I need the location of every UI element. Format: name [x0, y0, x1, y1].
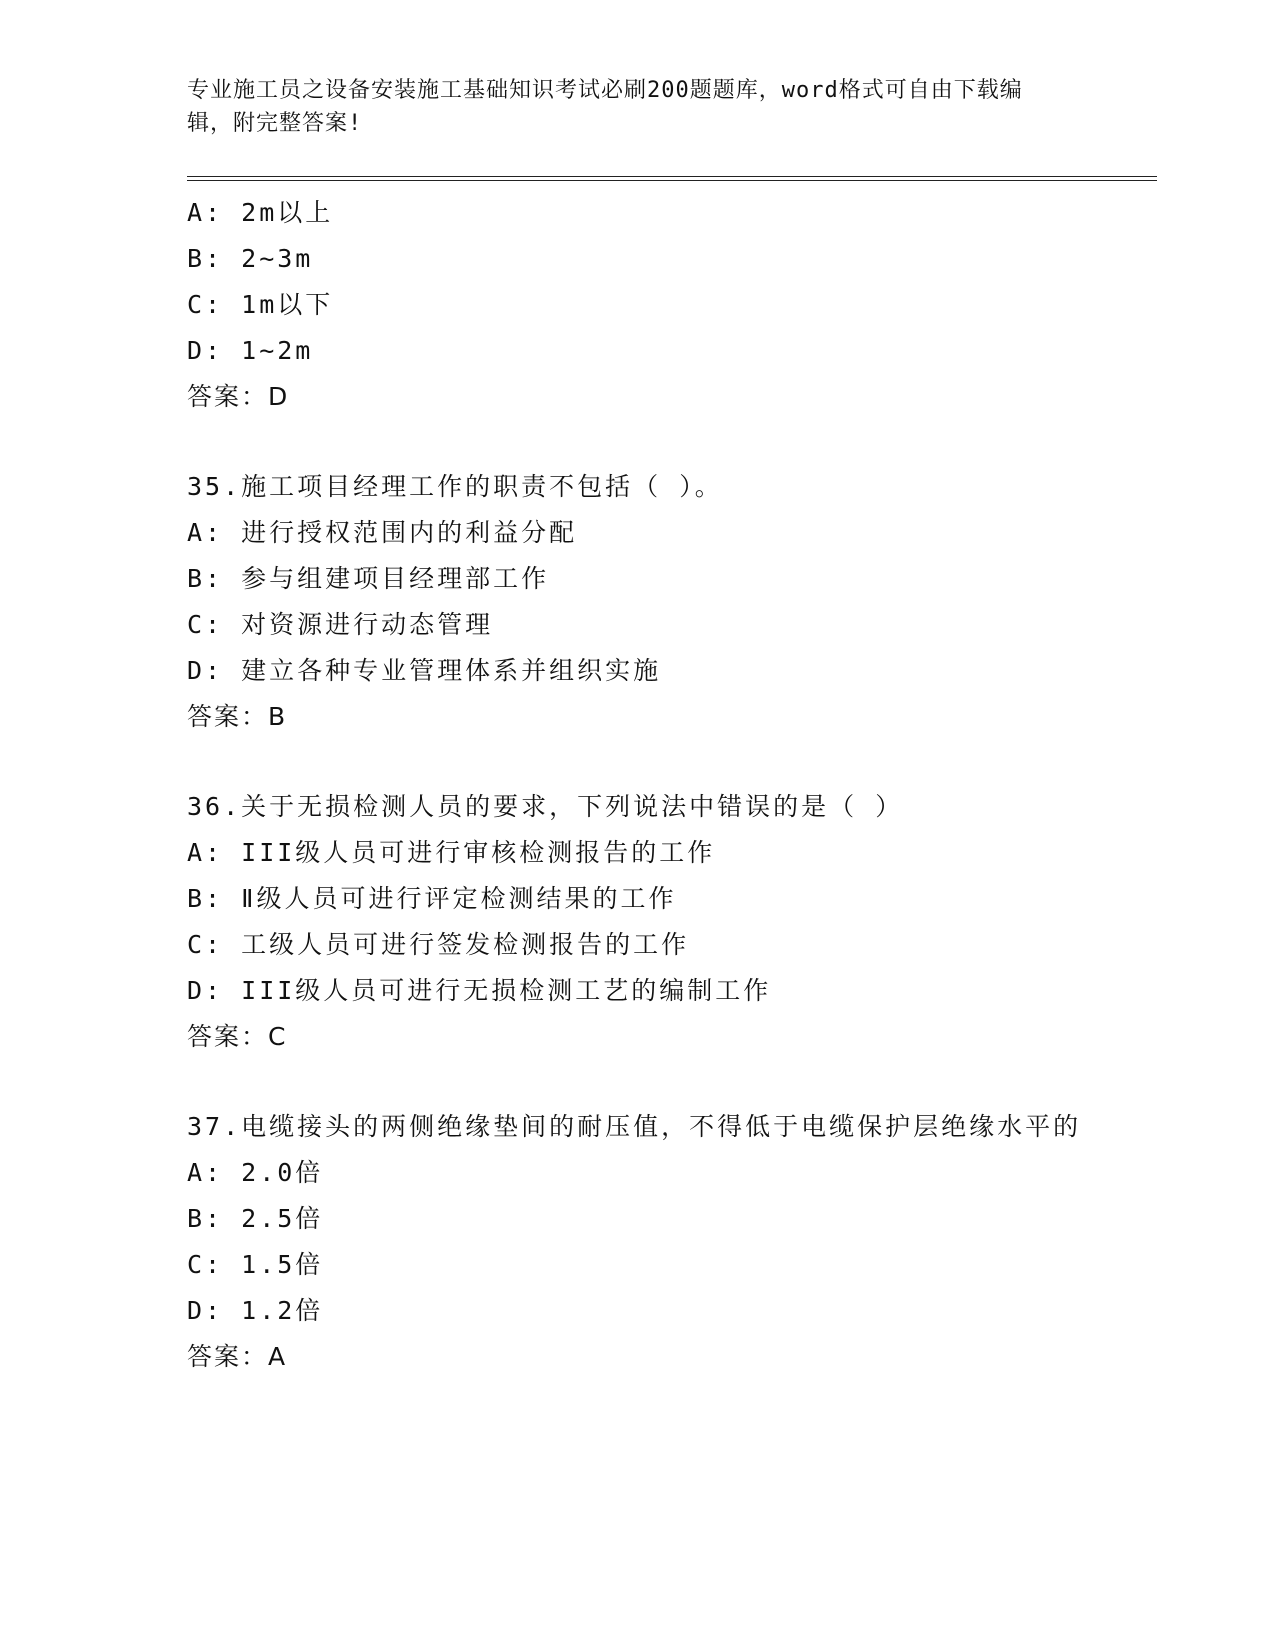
option-c: C: 1.5倍 — [187, 1250, 324, 1279]
question-34-continued — [187, 190, 1087, 420]
question-36 — [187, 784, 1087, 1060]
option-d: D: 1~2m — [187, 336, 314, 365]
question-stem: 37.电缆接头的两侧绝缘垫间的耐压值，不得低于电缆保护层绝缘水平的 — [187, 1112, 1082, 1141]
option-a: A: III级人员可进行审核检测报告的工作 — [187, 838, 716, 867]
question-35 — [187, 464, 1087, 740]
option-b: B: 参与组建项目经理部工作 — [187, 564, 550, 593]
question-list — [187, 190, 1087, 1380]
option-c: C: 工级人员可进行签发检测报告的工作 — [187, 930, 690, 959]
document-header: 专业施工员之设备安装施工基础知识考试必刷200题题库，word格式可自由下载编辑，附完整答案! — [187, 78, 1023, 136]
question-stem: 35.施工项目经理工作的职责不包括（ ）。 — [187, 472, 723, 501]
header-divider — [187, 176, 1157, 181]
answer: 答案：A — [187, 1342, 288, 1371]
answer: 答案：C — [187, 1022, 288, 1051]
option-a: A: 进行授权范围内的利益分配 — [187, 518, 578, 547]
option-a: A: 2m以上 — [187, 198, 334, 227]
option-a: A: 2.0倍 — [187, 1158, 324, 1187]
option-b: B: 2~3m — [187, 244, 314, 273]
question-37 — [187, 1104, 1087, 1380]
answer: 答案：D — [187, 382, 290, 411]
question-stem: 36.关于无损检测人员的要求，下列说法中错误的是（ ） — [187, 792, 904, 821]
option-b: B: 2.5倍 — [187, 1204, 324, 1233]
option-d: D: 建立各种专业管理体系并组织实施 — [187, 656, 662, 685]
option-d: D: III级人员可进行无损检测工艺的编制工作 — [187, 976, 772, 1005]
answer: 答案：B — [187, 702, 288, 731]
option-b: B: Ⅱ级人员可进行评定检测结果的工作 — [187, 884, 677, 913]
option-d: D: 1.2倍 — [187, 1296, 324, 1325]
option-c: C: 1m以下 — [187, 290, 334, 319]
option-c: C: 对资源进行动态管理 — [187, 610, 494, 639]
